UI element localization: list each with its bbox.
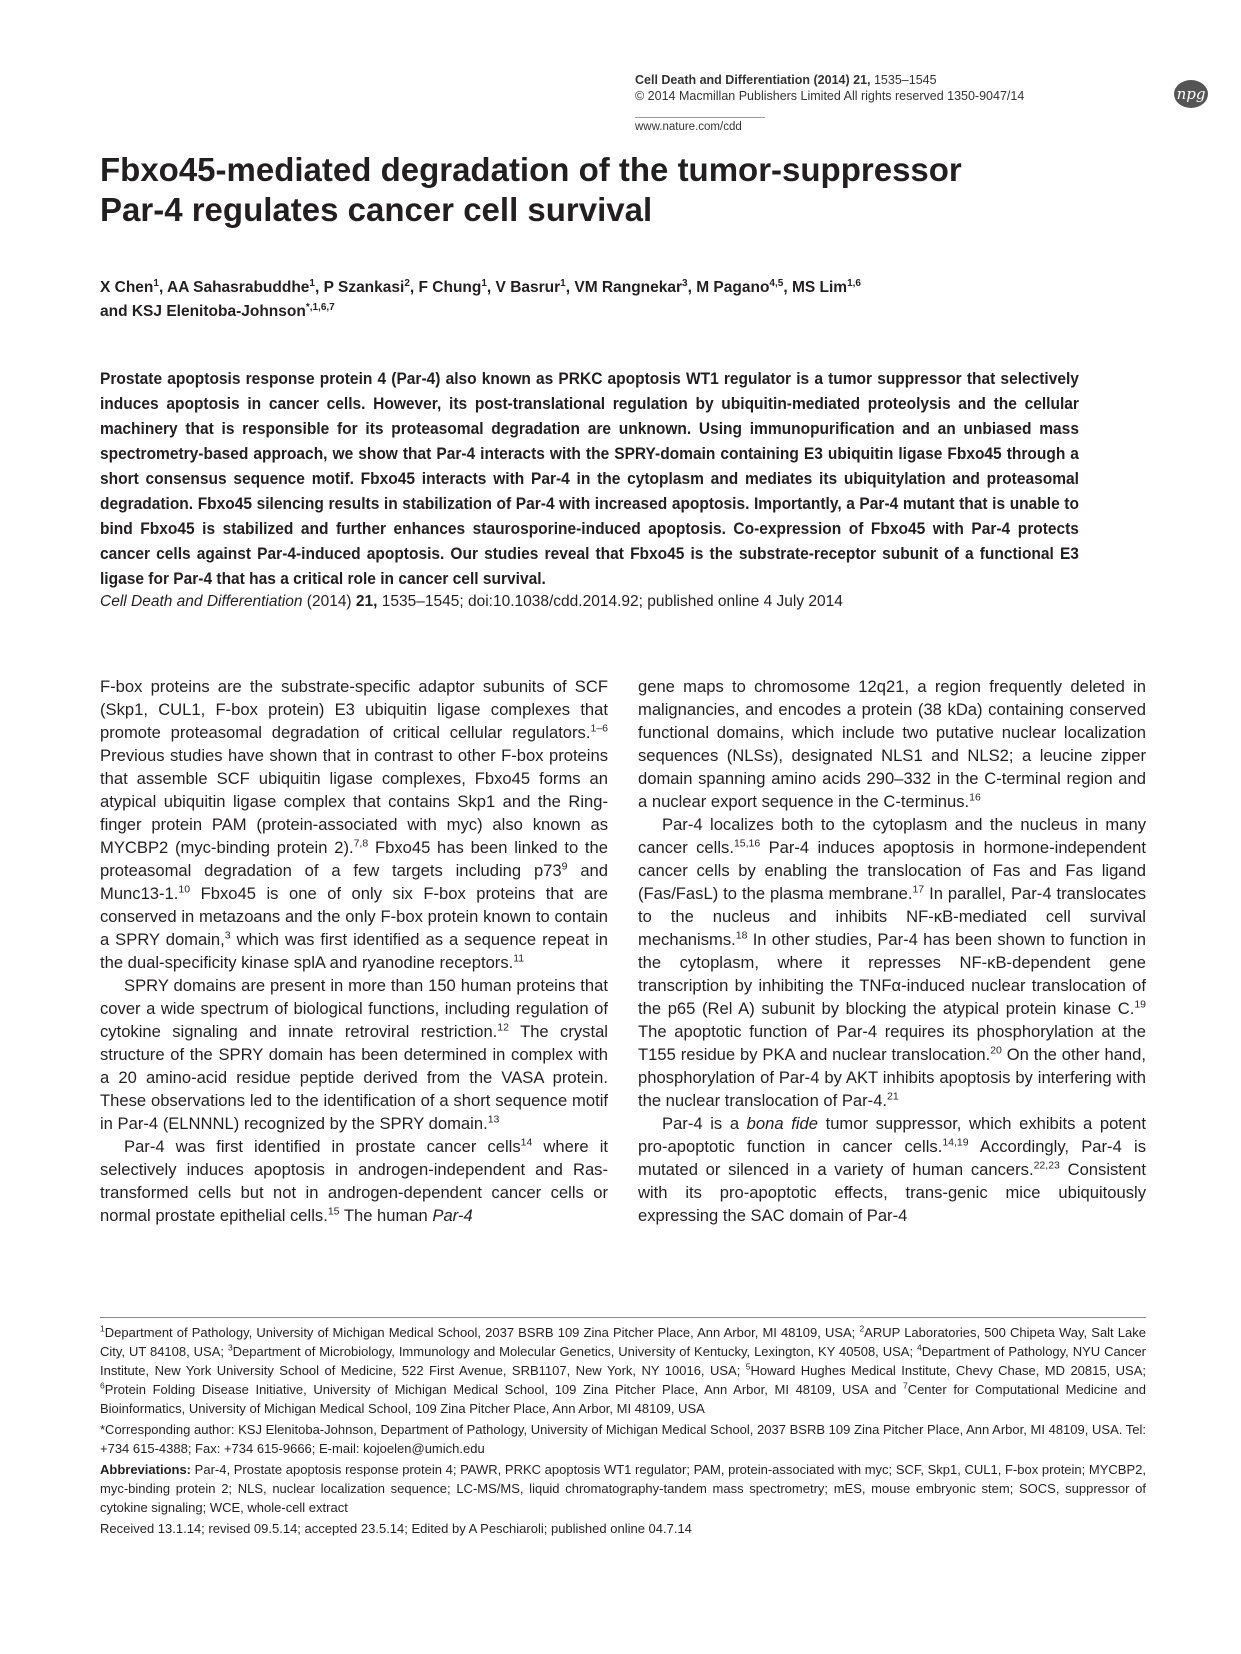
- reference-superscript: 10: [178, 883, 191, 896]
- author-name: X Chen: [100, 279, 154, 296]
- body-paragraph: [100, 974, 608, 1135]
- reference-superscript: 21: [887, 1090, 899, 1103]
- abbreviations-text: Par-4, Prostate apoptosis response protein 4; PAWR, PRKC apoptosis WT1 regulator; PAM, protein-associated with myc; SCF, Skp1, CUL1, F-box protein; MYCBP2, myc-binding protein 2; NLS, nuclear localization sequence; LC-MS/MS, liquid chromatography-tandem mass spectrometry; mES, mouse embryonic stem; SOCS, suppressor of cytokine signaling; WCE, whole-cell extract: [100, 1462, 1146, 1515]
- author-affiliation: 1,6: [847, 277, 861, 289]
- body-text: SPRY domains are present in more than 150 human proteins that cover a wide spectrum of biological functions, including regulation of cytokine signaling and innate retroviral restriction.: [100, 976, 608, 1041]
- reference-superscript: 1–6: [590, 722, 608, 735]
- author-list: [100, 276, 1160, 324]
- abbreviations-label: Abbreviations:: [100, 1462, 192, 1477]
- abstract: Prostate apoptosis response protein 4 (Par-4) also known as PRKC apoptosis WT1 regulator is a tumor suppressor that selectively induces apoptosis in cancer cells. However, its post-translational regulation by ubiquitin-mediated proteolysis and the cellular machinery that is responsible for its proteasomal degradation are unknown. Using immunopurification and an unbiased mass spectrometry-based approach, we show that Par-4 interacts with the SPRY-domain containing E3 ubiquitin ligase Fbxo45 through a short consensus sequence motif. Fbxo45 interacts with Par-4 in the cytoplasm and mediates its ubiquitylation and proteasomal degradation. Fbxo45 silencing results in stabilization of Par-4 with increased apoptosis. Importantly, a Par-4 mutant that is unable to bind Fbxo45 is stabilized and further enhances staurosporine-induced apoptosis. Co-expression of Fbxo45 with Par-4 protects cancer cells against Par-4-induced apoptosis. Our studies reveal that Fbxo45 is the substrate-receptor subunit of a functional E3 ligase for Par-4 that has a critical role in cancer cell survival.: [100, 369, 1079, 588]
- body-text: On the other hand, phosphorylation of Par-4 by AKT inhibits apoptosis by interfering with the nuclear translocation of Par-4.: [638, 1045, 1146, 1110]
- journal-header: [635, 72, 1024, 135]
- body-text: The apoptotic function of Par-4 requires its phosphorylation at the T155 residue by PKA and nuclear translocation.: [638, 1022, 1146, 1064]
- body-text: which was first identified as a sequence repeat in the dual-specificity kinase splA and ryanodine receptors.: [100, 930, 608, 972]
- reference-superscript: 7: [902, 1380, 908, 1391]
- npg-logo: npg: [1174, 80, 1208, 108]
- title-line: Fbxo45-mediated degradation of the tumor-suppressor: [100, 151, 962, 188]
- reference-superscript: 16: [969, 791, 981, 804]
- author-name: MS Lim: [791, 279, 848, 296]
- body-text: Par-4 was first identified in prostate cancer cells: [124, 1137, 521, 1156]
- author-name: AA Sahasrabuddhe: [167, 279, 310, 296]
- affiliation-text: Protein Folding Disease Initiative, University of Michigan Medical School, 109 Zina Pitcher Place, Ann Arbor, MI 48109, USA and: [104, 1382, 903, 1397]
- journal-url[interactable]: www.nature.com/cdd: [635, 121, 742, 133]
- author-affiliation: 1: [153, 277, 159, 289]
- reference-superscript: 13: [487, 1113, 500, 1126]
- reference-superscript: 5: [745, 1361, 751, 1372]
- affiliation-text: ARUP Laboratories, 500 Chipeta Way, Salt Lake City, UT 84108, USA;: [100, 1325, 1146, 1359]
- body-text: Fbxo45 is one of only six F-box proteins that are conserved in metazoans and the only F-box protein known to contain a SPRY domain,: [100, 884, 608, 949]
- header-divider: [635, 117, 765, 118]
- author-separator: ,: [158, 279, 168, 296]
- body-text: tumor suppressor, which exhibits a potent pro-apoptotic function in cancer cells.: [638, 1114, 1146, 1156]
- author-separator: ,: [783, 279, 792, 296]
- author-name: V Basrur: [495, 279, 561, 296]
- citation-doi: 1535–1545; doi:10.1038/cdd.2014.92; published online 4 July 2014: [377, 593, 843, 610]
- body-text: Previous studies have shown that in contrast to other F-box proteins that assemble SCF ubiquitin ligase complexes, Fbxo45 forms an atypical ubiquitin ligase complex that contains Skp1 and the Ring-finger protein PAM (protein-associated with myc) also known as MYCBP2 (myc-binding protein 2).: [100, 746, 608, 857]
- article-title: [100, 150, 1160, 230]
- reference-superscript: 6: [100, 1380, 105, 1391]
- body-text: F-box proteins are the substrate-specific adaptor subunits of SCF (Skp1, CUL1, F-box protein) E3 ubiquitin ligase complexes that promote proteasomal degradation of critical cellular regulators.: [100, 677, 608, 742]
- copyright-line: © 2014 Macmillan Publishers Limited All rights reserved 1350-9047/14: [635, 89, 1025, 103]
- body-text: gene maps to chromosome 12q21, a region frequently deleted in malignancies, and encodes a protein (38 kDa) containing conserved functional domains, which include two putative nuclear localization sequences (NLSs), designated NLS1 and NLS2; a leucine zipper domain spanning amino acids 290–332 in the C-terminal region and a nuclear export sequence in the C-terminus.: [638, 677, 1146, 811]
- reference-superscript: 15,16: [733, 837, 761, 850]
- body-text: In parallel, Par-4 translocates to the nucleus and inhibits NF-κB-mediated cell survival mechanisms.: [638, 884, 1147, 949]
- affiliation-text: Howard Hughes Medical Institute, Chevy Chase, MD 20815, USA;: [750, 1363, 1146, 1378]
- author-affiliation: 1: [309, 277, 315, 289]
- reference-superscript: 17: [912, 883, 925, 896]
- italic-text: Par-4: [432, 1206, 473, 1225]
- body-paragraph: [100, 675, 608, 974]
- italic-text: bona fide: [746, 1114, 818, 1133]
- reference-superscript: 9: [561, 860, 568, 873]
- received-dates: Received 13.1.14; revised 09.5.14; accepted 23.5.14; Edited by A Peschiaroli; published online 04.7.14: [100, 1521, 692, 1536]
- reference-superscript: 15: [327, 1205, 340, 1218]
- body-text: Par-4 is a: [662, 1114, 747, 1133]
- journal-pages: 1535–1545: [873, 73, 937, 87]
- affiliation-text: Department of Pathology, University of Michigan Medical School, 2037 BSRB 109 Zina Pitcher Place, Ann Arbor, MI 48109, USA;: [104, 1325, 860, 1340]
- body-text: Par-4 induces apoptosis in hormone-independent cancer cells by enabling the translocation of Fas and Fas ligand (Fas/FasL) to the plasma membrane.: [638, 838, 1146, 903]
- author-separator: ,: [565, 279, 575, 296]
- body-text: Par-4 localizes both to the cytoplasm and the nucleus in many cancer cells.: [638, 815, 1146, 857]
- reference-superscript: 19: [1134, 998, 1146, 1011]
- footnotes: [100, 1323, 1146, 1540]
- author-affiliation: 4,5: [769, 277, 784, 289]
- reference-superscript: 14,19: [942, 1136, 969, 1149]
- author-name: VM Rangnekar: [574, 279, 683, 296]
- reference-superscript: 1: [100, 1323, 105, 1334]
- author-affiliation: *,1,6,7: [305, 301, 335, 313]
- journal-year-volume: (2014) 21,: [813, 73, 871, 87]
- author-name: P Szankasi: [323, 279, 405, 296]
- reference-superscript: 18: [735, 929, 748, 942]
- author-separator: ,: [687, 279, 697, 296]
- body-paragraph: [638, 1112, 1146, 1227]
- citation-journal: Cell Death and Differentiation: [100, 593, 303, 610]
- reference-superscript: 12: [497, 1021, 509, 1034]
- body-paragraph: [638, 675, 1146, 813]
- affiliation-text: Department of Microbiology, Immunology and Molecular Genetics, University of Kentucky, Lexington, KY 40508, USA;: [232, 1344, 917, 1359]
- body-text: Accordingly, Par-4 is mutated or silenced in a variety of human cancers.: [638, 1137, 1146, 1179]
- citation-volume: 21,: [355, 593, 378, 610]
- abbreviations: [100, 1460, 1146, 1517]
- body-text: The crystal structure of the SPRY domain has been determined in complex with a 20 amino-acid residue peptide derived from the VASA protein. These observations led to the identification of a short sequence motif in Par-4 (ELNNNL) recognized by the SPRY domain.: [100, 1022, 608, 1133]
- body-text: Consistent with its pro-apoptotic effects, trans-genic mice ubiquitously expressing the SAC domain of Par-4: [638, 1160, 1146, 1225]
- affiliations: [100, 1323, 1146, 1418]
- reference-superscript: 2: [859, 1323, 865, 1334]
- reference-superscript: 4: [916, 1342, 922, 1353]
- affiliation-text: Department of Pathology, NYU Cancer Institute, New York University School of Medicine, 522 First Avenue, SRB1107, New York, NY 10016, USA;: [100, 1344, 1146, 1378]
- author-separator: ,: [314, 279, 324, 296]
- author-separator: ,: [486, 279, 496, 296]
- body-text: and Munc13-1.: [100, 861, 609, 903]
- author-name: F Chung: [418, 279, 482, 296]
- author-affiliation: 1: [481, 277, 487, 289]
- author-name: and KSJ Elenitoba-Johnson: [100, 303, 306, 320]
- journal-line: [635, 72, 1024, 88]
- author-affiliation: 2: [404, 277, 410, 289]
- citation-line: [100, 592, 843, 612]
- reference-superscript: 22,23: [1033, 1159, 1060, 1172]
- reference-superscript: 14: [520, 1136, 533, 1149]
- body-text: where it selectively induces apoptosis in androgen-independent and Ras-transformed cells but not in androgen-dependent cancer cells or normal prostate epithelial cells.: [100, 1137, 608, 1225]
- journal-name: Cell Death and Differentiation: [635, 73, 811, 87]
- corresponding-author: *Corresponding author: KSJ Elenitoba-Johnson, Department of Pathology, University of Michigan Medical School, 2037 BSRB 109 Zina Pitcher Place, Ann Arbor, MI 48109, USA. Tel: +734 615-4388; Fax: +734 615-9666; E-mail: kojoelen@umich.edu: [100, 1422, 1146, 1456]
- body-column-left: [100, 675, 608, 1227]
- body-text: The human: [339, 1206, 433, 1225]
- affiliation-text: Center for Computational Medicine and Bioinformatics, University of Michigan Medical School, 109 Zina Pitcher Place, Ann Arbor, MI 48109, USA: [100, 1382, 1146, 1416]
- title-line: Par-4 regulates cancer cell survival: [100, 191, 653, 228]
- reference-superscript: 3: [224, 929, 231, 942]
- author-separator: ,: [409, 279, 419, 296]
- body-column-right: [638, 675, 1146, 1227]
- citation-year: (2014): [302, 593, 356, 610]
- body-paragraph: [638, 813, 1146, 1112]
- body-text: Fbxo45 has been linked to the proteasomal degradation of a few targets including p73: [100, 838, 608, 880]
- body-text: In other studies, Par-4 has been shown to function in the cytoplasm, where it represses NF-κB-dependent gene transcription by inhibiting the TNFα-induced nuclear translocation of the p65 (Rel A) subunit by blocking the atypical protein kinase C.: [638, 930, 1146, 1018]
- body-paragraph: [100, 1135, 608, 1227]
- reference-superscript: 3: [227, 1342, 233, 1353]
- footnote-divider: [100, 1317, 1146, 1318]
- reference-superscript: 7,8: [353, 837, 369, 850]
- reference-superscript: 20: [990, 1044, 1002, 1057]
- author-affiliation: 1: [560, 277, 566, 289]
- author-name: M Pagano: [696, 279, 770, 296]
- author-affiliation: 3: [682, 277, 688, 289]
- reference-superscript: 11: [513, 952, 525, 965]
